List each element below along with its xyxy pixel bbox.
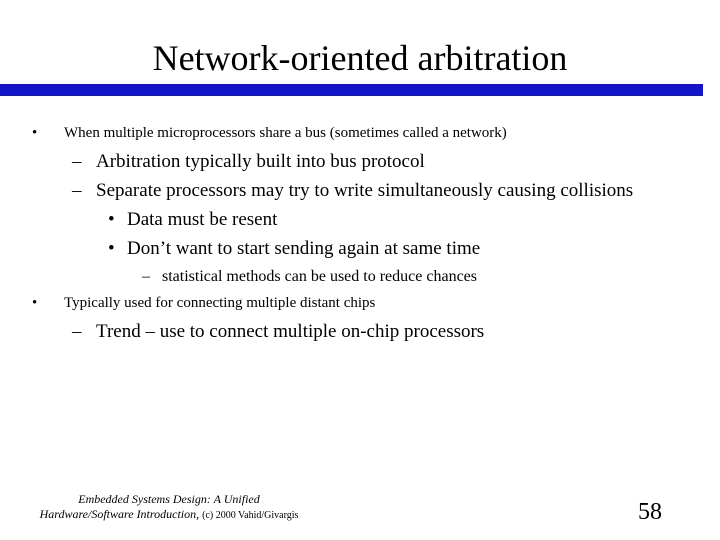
- footer-line-2: [24, 507, 314, 523]
- dash-marker: –: [72, 321, 82, 342]
- bullet-marker: •: [108, 209, 115, 230]
- dash-marker: –: [72, 151, 82, 172]
- sub-sub-bullet-text: Don’t want to start sending again at same time: [127, 238, 481, 259]
- page-number: 58: [638, 499, 662, 525]
- title-underline-bar: [0, 84, 703, 96]
- slide-title: Network-oriented arbitration: [152, 38, 568, 78]
- bullet-text: Typically used for connecting multiple distant chips: [64, 295, 376, 311]
- bullet-marker: •: [108, 238, 115, 259]
- footer-citation: [24, 492, 314, 523]
- footer-book-title: Hardware/Software Introduction,: [39, 507, 200, 521]
- sub-sub-bullet-text: Data must be resent: [127, 209, 278, 230]
- sub-bullet-text: Separate processors may try to write simultaneously causing collisions: [96, 180, 634, 201]
- bullet-text: When multiple microprocessors share a bus (sometimes called a network): [64, 125, 507, 141]
- footer-copyright: (c) 2000 Vahid/Givargis: [202, 510, 299, 521]
- bullet-marker: •: [32, 295, 38, 311]
- dash-marker: –: [72, 180, 82, 201]
- sub-bullet-text: Arbitration typically built into bus protocol: [96, 151, 425, 172]
- footer-line-1: Embedded Systems Design: A Unified: [78, 492, 260, 506]
- bullet-marker: •: [32, 125, 38, 141]
- dash-marker: –: [142, 268, 150, 285]
- level4-bullet-text: statistical methods can be used to reduce chances: [162, 268, 477, 285]
- sub-bullet-text: Trend – use to connect multiple on-chip processors: [96, 321, 485, 342]
